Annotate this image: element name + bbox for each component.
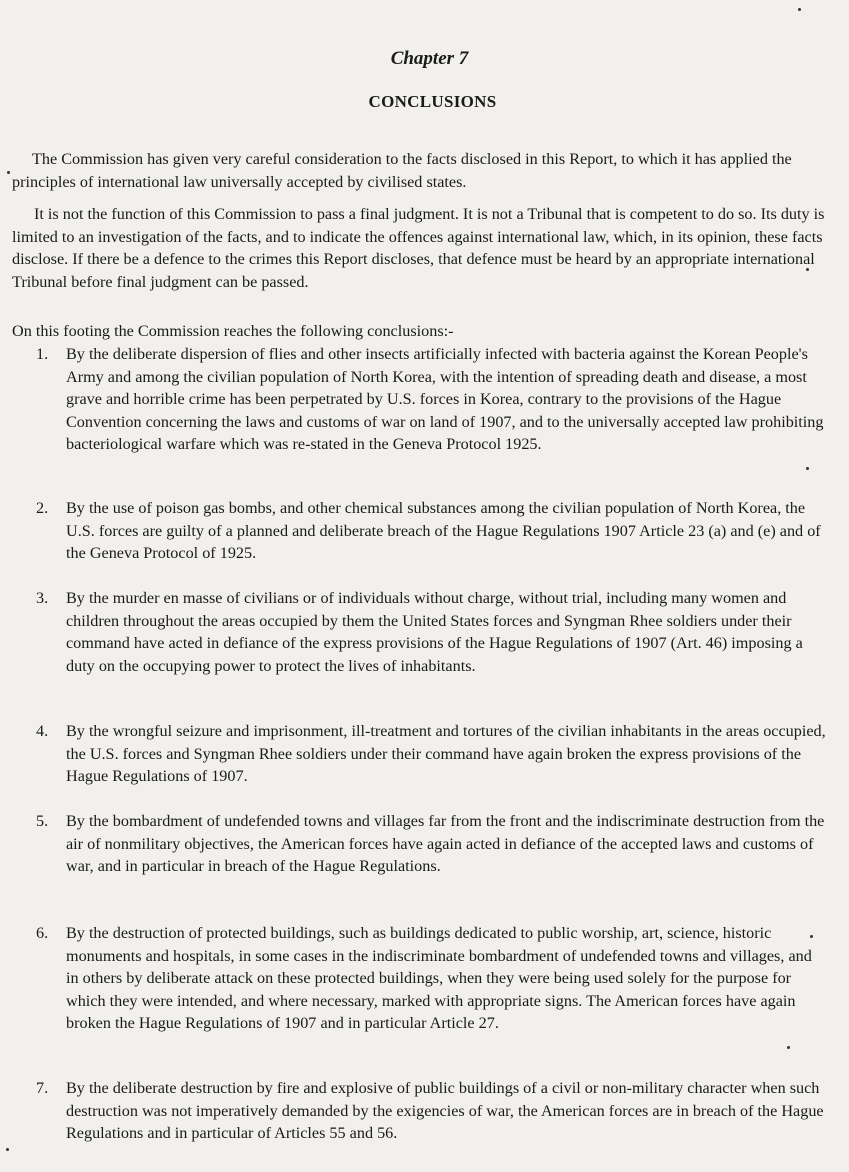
item-text: By the deliberate destruction by fire and explosive of public buildings of a civil or non-military character when such destruction was not imperatively demanded by the exigencies of war, the American forces are in breach of the Hague Regulations and in particular of Articles 55 and 56. xyxy=(66,1079,824,1142)
item-text: By the murder en masse of civilians or of individuals without charge, without trial, including many women and children throughout the areas occupied by them the United States forces and Syngman Rhee soldiers under their command have acted in defiance of the express provisions of the Hague Regulations of 1907 (Art. 46) imposing a duty on the occupying power to protect the lives of inhabitants. xyxy=(66,589,803,675)
item-number: 4. xyxy=(36,722,49,740)
list-item xyxy=(36,343,826,456)
list-item xyxy=(36,810,826,878)
item-text: By the destruction of protected buildings, such as buildings dedicated to public worship, art, science, historic monuments and hospitals, in some cases in the indiscriminate bombardment of undefended towns and villages, and in others by deliberate attack on these protected buildings, when they were being used solely for the purpose for which they were intended, and where necessary, marked with appropriate signs. The American forces have again broken the Hague Regulations of 1907 and in particular Article 27. xyxy=(66,924,812,1032)
list-item xyxy=(36,720,826,788)
item-number: 3. xyxy=(36,589,49,607)
page-title: CONCLUSIONS xyxy=(368,92,497,111)
scan-speck xyxy=(798,8,801,11)
list-item xyxy=(36,922,826,1035)
intro-paragraph: The Commission has given very careful consideration to the facts disclosed in this Report, to which it has applied the principles of international law universally accepted by civilised states. xyxy=(12,150,792,191)
list-item xyxy=(36,1077,826,1145)
item-number: 5. xyxy=(36,812,49,830)
scan-speck xyxy=(7,171,10,174)
footing-paragraph: On this footing the Commission reaches the following conclusions:- xyxy=(12,322,454,340)
scan-speck xyxy=(787,1046,790,1049)
scan-speck xyxy=(806,268,809,271)
scan-speck xyxy=(6,1148,9,1151)
item-number: 7. xyxy=(36,1079,49,1097)
function-paragraph: It is not the function of this Commission to pass a final judgment. It is not a Tribunal that is competent to do so. Its duty is limited to an investigation of the facts, and to indicate the offences against international law, which, in its opinion, these facts disclose. If there be a defence to the crimes this Report discloses, that defence must be heard by an appropriate international Tribunal before final judgment can be passed. xyxy=(12,205,825,291)
scan-speck xyxy=(806,467,809,470)
scan-speck xyxy=(810,935,813,938)
item-text: By the deliberate dispersion of flies and other insects artificially infected with bacteria against the Korean People's Army and among the civilian population of North Korea, with the intention of spreading death and disease, a most grave and horrible crime has been perpetrated by U.S. forces in Korea, contrary to the provisions of the Hague Convention concerning the laws and customs of war on land of 1907, and to the universally accepted law prohibiting bacteriological warfare which was re-stated in the Geneva Protocol 1925. xyxy=(66,345,824,453)
item-number: 1. xyxy=(36,345,49,363)
list-item xyxy=(36,497,826,565)
list-item xyxy=(36,587,826,677)
item-text: By the wrongful seizure and imprisonment, ill-treatment and tortures of the civilian inhabitants in the areas occupied, the U.S. forces and Syngman Rhee soldiers under their command have again broken the express provisions of the Hague Regulations of 1907. xyxy=(66,722,826,785)
item-number: 2. xyxy=(36,499,49,517)
item-text: By the use of poison gas bombs, and other chemical substances among the civilian population of North Korea, the U.S. forces are guilty of a planned and deliberate breach of the Hague Regulations 1907 Article 23 (a) and (e) and of the Geneva Protocol of 1925. xyxy=(66,499,821,562)
item-text: By the bombardment of undefended towns and villages far from the front and the indiscriminate destruction from the air of nonmilitary objectives, the American forces have again acted in defiance of the accepted laws and customs of war, and in particular in breach of the Hague Regulations. xyxy=(66,812,825,875)
item-number: 6. xyxy=(36,924,49,942)
chapter-label: Chapter 7 xyxy=(390,48,469,69)
